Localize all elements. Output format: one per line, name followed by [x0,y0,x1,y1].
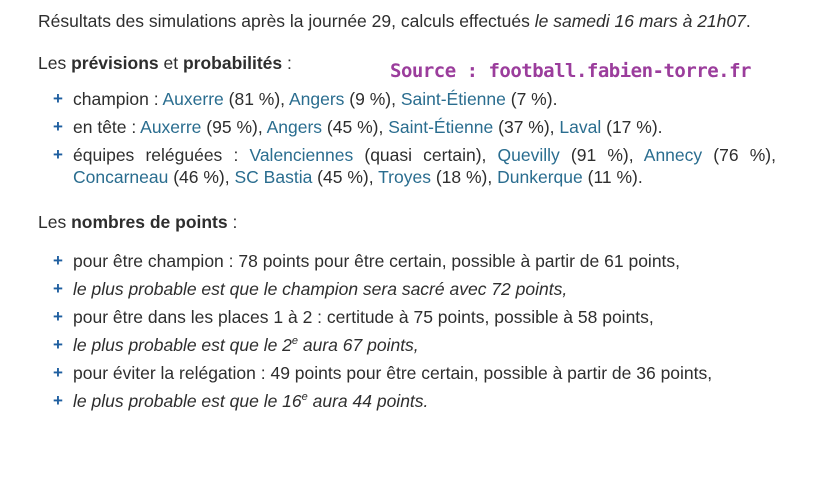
points-heading [38,211,816,233]
points-champion-probable-text: le plus probable est que le champion sera sacré avec 72 points, [73,279,568,299]
list-item [53,362,776,384]
plus-icon: + [53,391,63,410]
plus-icon: + [53,363,63,382]
points-heading-suffix: : [227,212,238,232]
pct: (9 %), [344,89,401,109]
team-link-troyes[interactable]: Troyes [378,167,431,187]
plus-icon: + [53,335,63,354]
pct: (95 %), [201,117,267,137]
pct: (11 %). [582,167,643,187]
list-item-champion [53,88,776,110]
list-item [53,278,776,300]
points-heading-bold: nombres de points [71,212,228,232]
list-item-en-tete [53,116,776,138]
plus-icon: + [53,307,63,326]
team-link-laval[interactable]: Laval [559,117,602,137]
pct: (18 %), [430,167,498,187]
points-list [18,250,816,412]
second-sup: e [291,335,299,348]
second-post: aura 67 points, [298,335,419,355]
plus-icon: + [53,251,63,270]
sixteenth-post: aura 44 points. [307,391,429,411]
pct: (17 %). [601,117,663,137]
pct: (46 %), [168,167,235,187]
pct: (91 %), [559,145,644,165]
intro-text: Résultats des simulations après la journée 29, calculs effectués [38,11,535,31]
previsions-heading-prefix: Les [38,53,72,73]
sixteenth-sup: e [301,391,308,404]
list-item [53,390,776,412]
team-link-auxerre[interactable]: Auxerre [140,117,202,137]
intro-paragraph [18,10,816,32]
list-item [53,334,776,356]
intro-date: le samedi 16 mars à 21h07 [534,11,746,31]
second-pre: le plus probable est que le 2 [73,335,292,355]
team-link-concarneau[interactable]: Concarneau [73,167,169,187]
list-item-relegues [53,144,776,188]
pct: (81 %), [223,89,289,109]
team-link-sc-bastia[interactable]: SC Bastia [234,167,313,187]
previsions-heading-bold1: prévisions [71,53,159,73]
intro-end: . [745,11,751,31]
pct: (45 %), [312,167,379,187]
plus-icon: + [53,117,63,136]
team-link-quevilly[interactable]: Quevilly [497,145,560,165]
plus-icon: + [53,89,63,108]
pct: (quasi certain), [353,145,498,165]
points-heading-prefix: Les [38,212,72,232]
pct: (76 %), [702,145,776,165]
list-item [53,250,776,272]
team-link-angers[interactable]: Angers [288,89,345,109]
team-link-dunkerque[interactable]: Dunkerque [497,167,583,187]
team-link-auxerre[interactable]: Auxerre [162,89,224,109]
team-link-angers[interactable]: Angers [266,117,323,137]
list-item [53,306,776,328]
sixteenth-pre: le plus probable est que le 16 [73,391,302,411]
pct: (37 %), [493,117,560,137]
pct: (45 %), [322,117,389,137]
previsions-heading-suffix: : [282,53,292,73]
champion-label: champion : [73,89,163,109]
points-top2-text: pour être dans les places 1 à 2 : certitude à 75 points, possible à 58 points, [73,307,654,327]
team-link-saint-etienne[interactable]: Saint-Étienne [400,89,506,109]
previsions-heading-bold2: probabilités [182,53,283,73]
points-second-probable-text [73,335,419,355]
points-sixteenth-probable-text [73,391,428,411]
pct: (7 %). [505,89,558,109]
previsions-heading-mid: et [158,53,183,73]
plus-icon: + [53,145,63,164]
relegues-label: équipes reléguées : [73,145,250,165]
points-relegation-text: pour éviter la relégation : 49 points pour être certain, possible à partir de 36 points, [73,363,713,383]
points-champion-text: pour être champion : 78 points pour être certain, possible à partir de 61 points, [73,251,681,271]
plus-icon: + [53,279,63,298]
previsions-list [18,88,816,188]
team-link-annecy[interactable]: Annecy [643,145,703,165]
en-tete-label: en tête : [73,117,141,137]
team-link-saint-etienne[interactable]: Saint-Étienne [388,117,494,137]
team-link-valenciennes[interactable]: Valenciennes [249,145,354,165]
source-watermark: Source : football.fabien-torre.fr [390,60,751,82]
